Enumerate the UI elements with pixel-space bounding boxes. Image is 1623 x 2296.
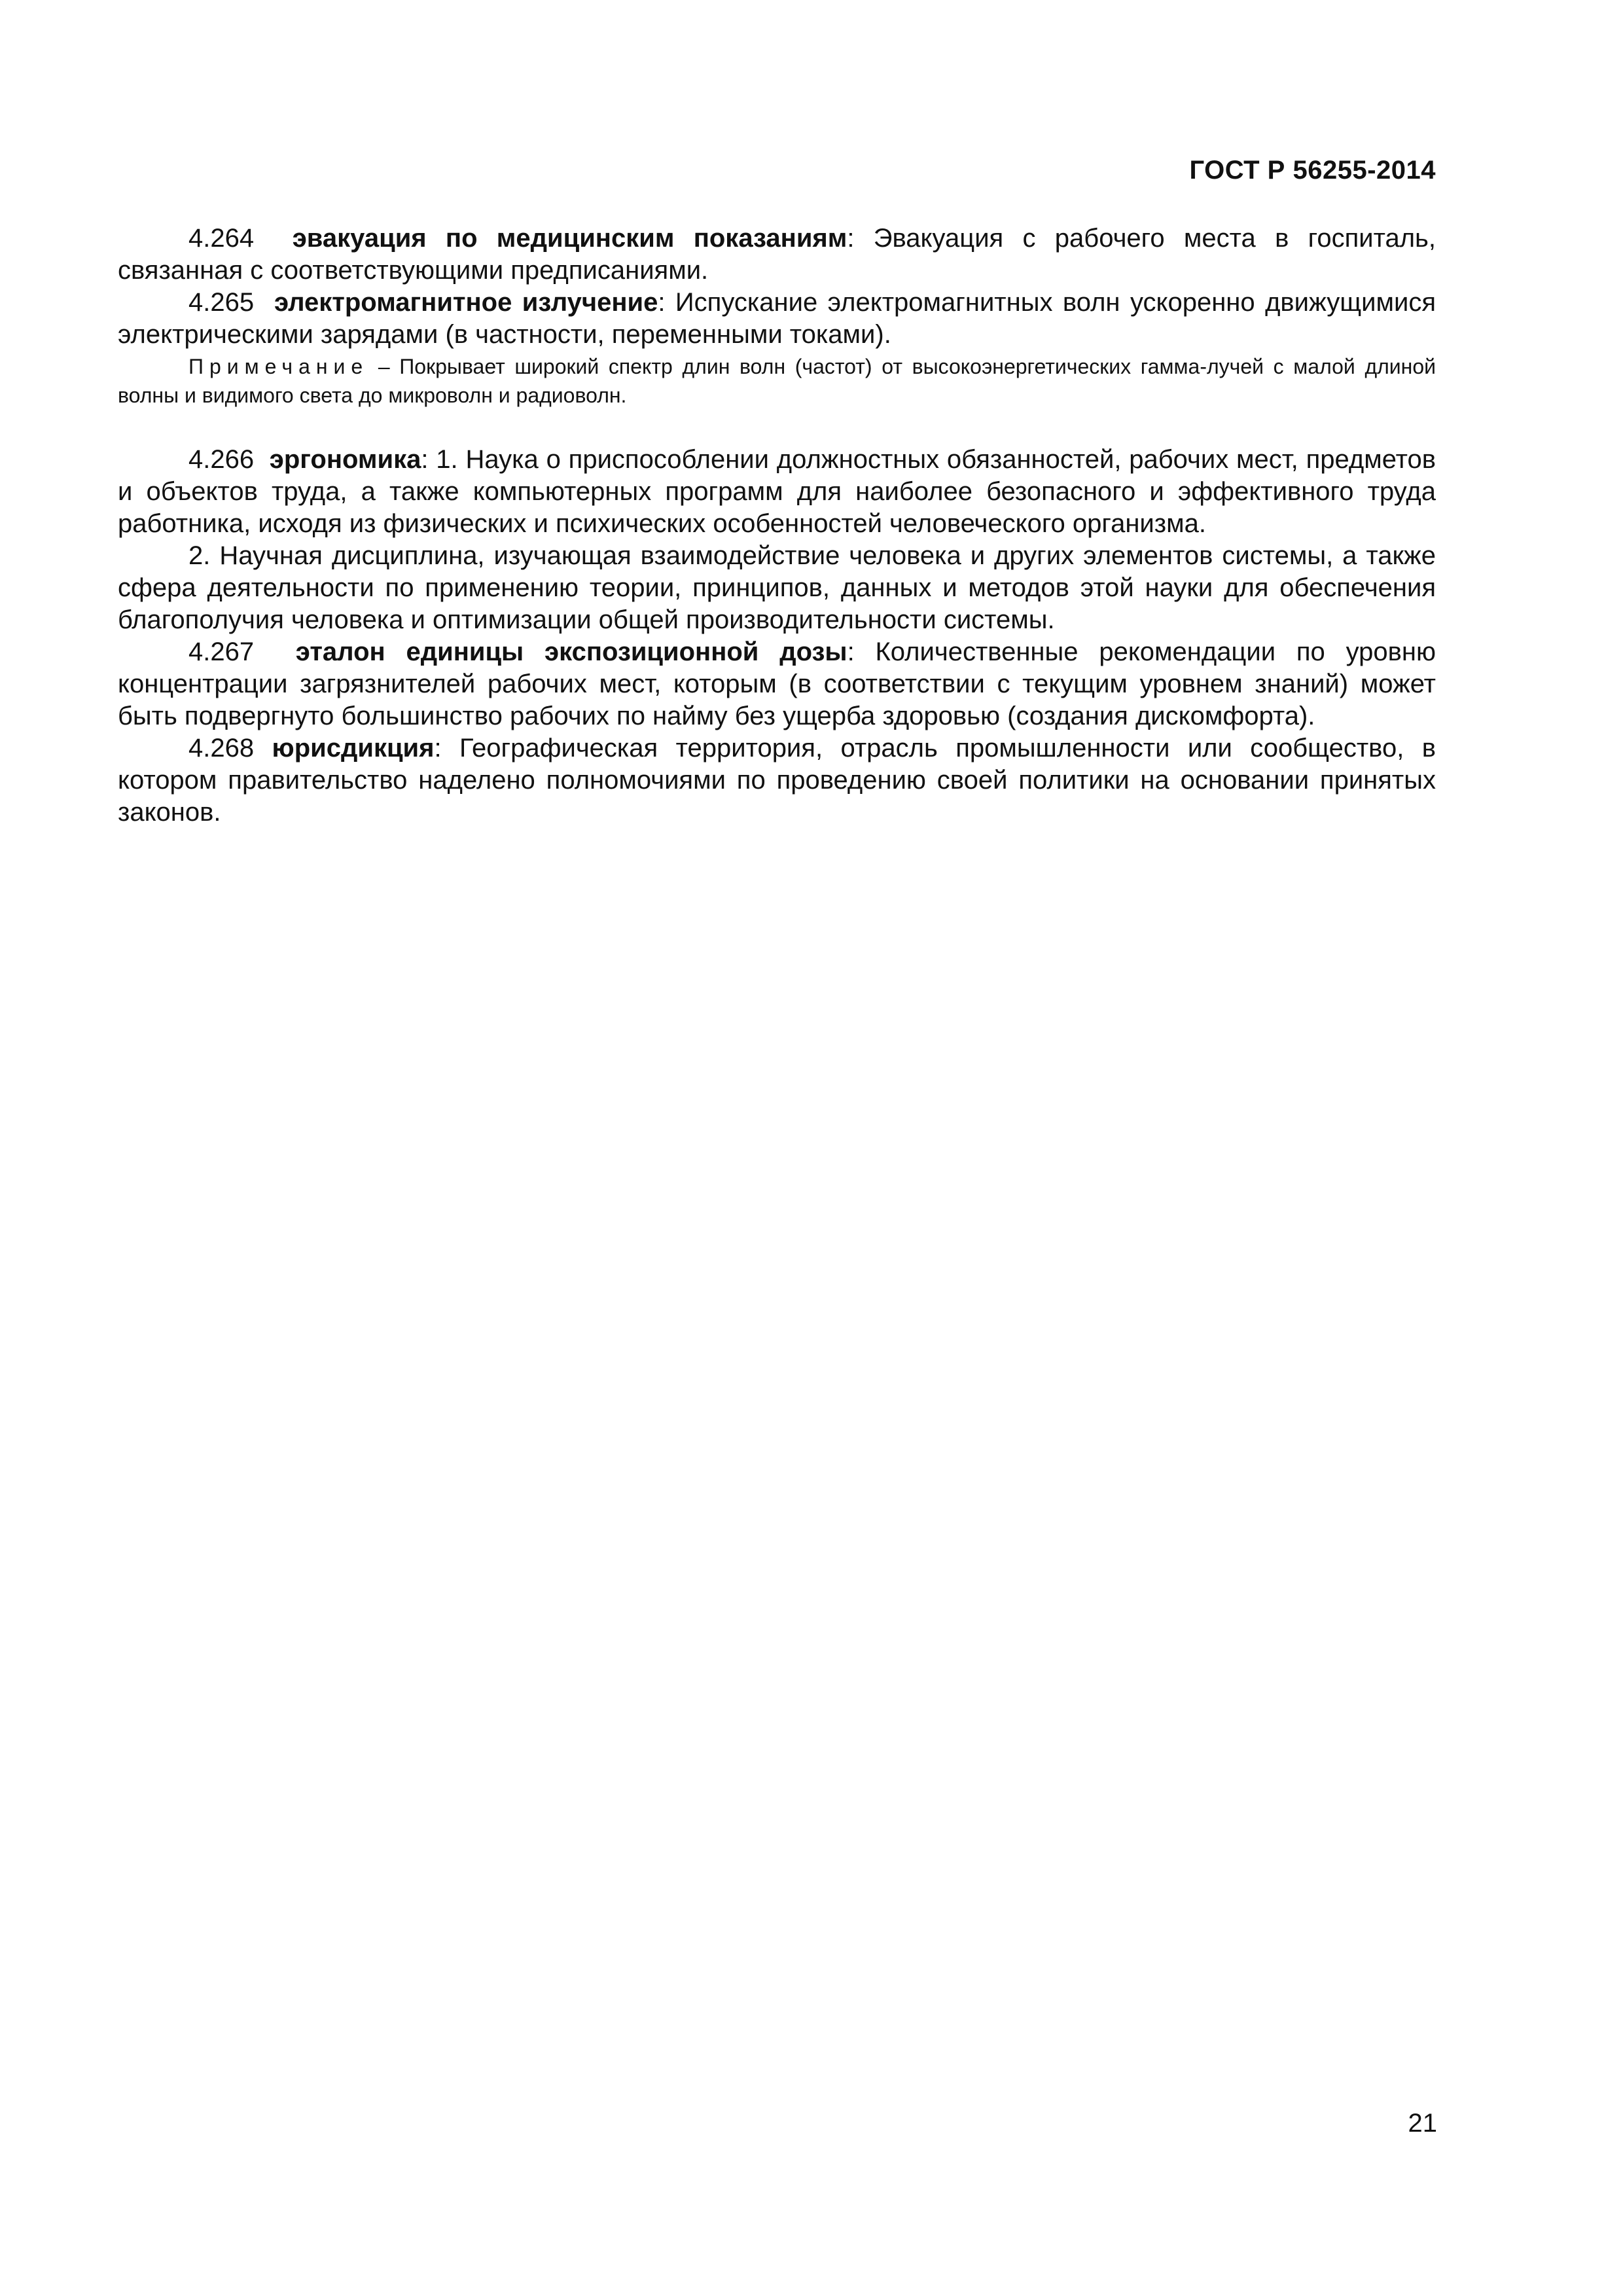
entry-term: эргономика [269, 445, 421, 474]
entry-number: 4.267 [188, 637, 255, 666]
entry-number: 4.266 [188, 445, 255, 474]
entry-definition: : Эвакуация с рабочего места в госпиталь, связанная с соответствующими предписаниями. [118, 224, 1436, 285]
document-body [118, 223, 1436, 829]
entry-4-268 [118, 732, 1436, 829]
entry-4-266 [118, 444, 1436, 540]
entry-term: электромагнитное излучение [274, 288, 658, 317]
entry-definition: : Географическая территория, отрасль промышленности или сообщество, в котором правительство наделено полномочиями по проведению своей политики на основании принятых законов. [118, 734, 1436, 827]
note-label: Примечание [188, 355, 369, 378]
entry-note [118, 352, 1436, 410]
entry-4-265 [118, 287, 1436, 351]
note-text: – Покрывает широкий спектр длин волн (частот) от высокоэнергетических гамма-лучей с малой длиной волны и видимого света до микроволн и радиоволн. [118, 355, 1436, 407]
entry-number: 4.264 [188, 224, 255, 253]
document-header: ГОСТ Р 56255-2014 [1189, 156, 1436, 185]
entry-term: юрисдикция [272, 734, 435, 762]
spacer [118, 410, 1436, 444]
page-number: 21 [1408, 2109, 1437, 2138]
entry-definition: : Количественные рекомендации по уровню концентрации загрязнителей рабочих мест, которым (в соответствии с текущим уровнем знаний) может быть подвергнуто большинство рабочих по найму без ущерба здоровью (создания дискомфорта). [118, 637, 1436, 730]
entry-term: эвакуация по медицинским показаниям [292, 224, 847, 253]
entry-definition: : 1. Наука о приспособлении должностных обязанностей, рабочих мест, предметов и объектов труда, а также компьютерных программ для наиболее безопасного и эффективного труда работника, исходя из физических и психических особенностей человеческого организма. [118, 445, 1436, 538]
entry-definition: : Испускание электромагнитных волн ускоренно движущимися электрическими зарядами (в частности, переменными токами). [118, 288, 1436, 349]
entry-number: 4.268 [188, 734, 255, 762]
entry-4-266-continuation: 2. Научная дисциплина, изучающая взаимодействие человека и других элементов системы, а также сфера деятельности по применению теории, принципов, данных и методов этой науки для обеспечения благополучия человека и оптимизации общей производительности системы. [118, 541, 1436, 634]
entry-4-264 [118, 223, 1436, 287]
entry-term: эталон единицы экспозиционной дозы [295, 637, 847, 666]
entry-number: 4.265 [188, 288, 255, 317]
entry-4-267 [118, 636, 1436, 732]
